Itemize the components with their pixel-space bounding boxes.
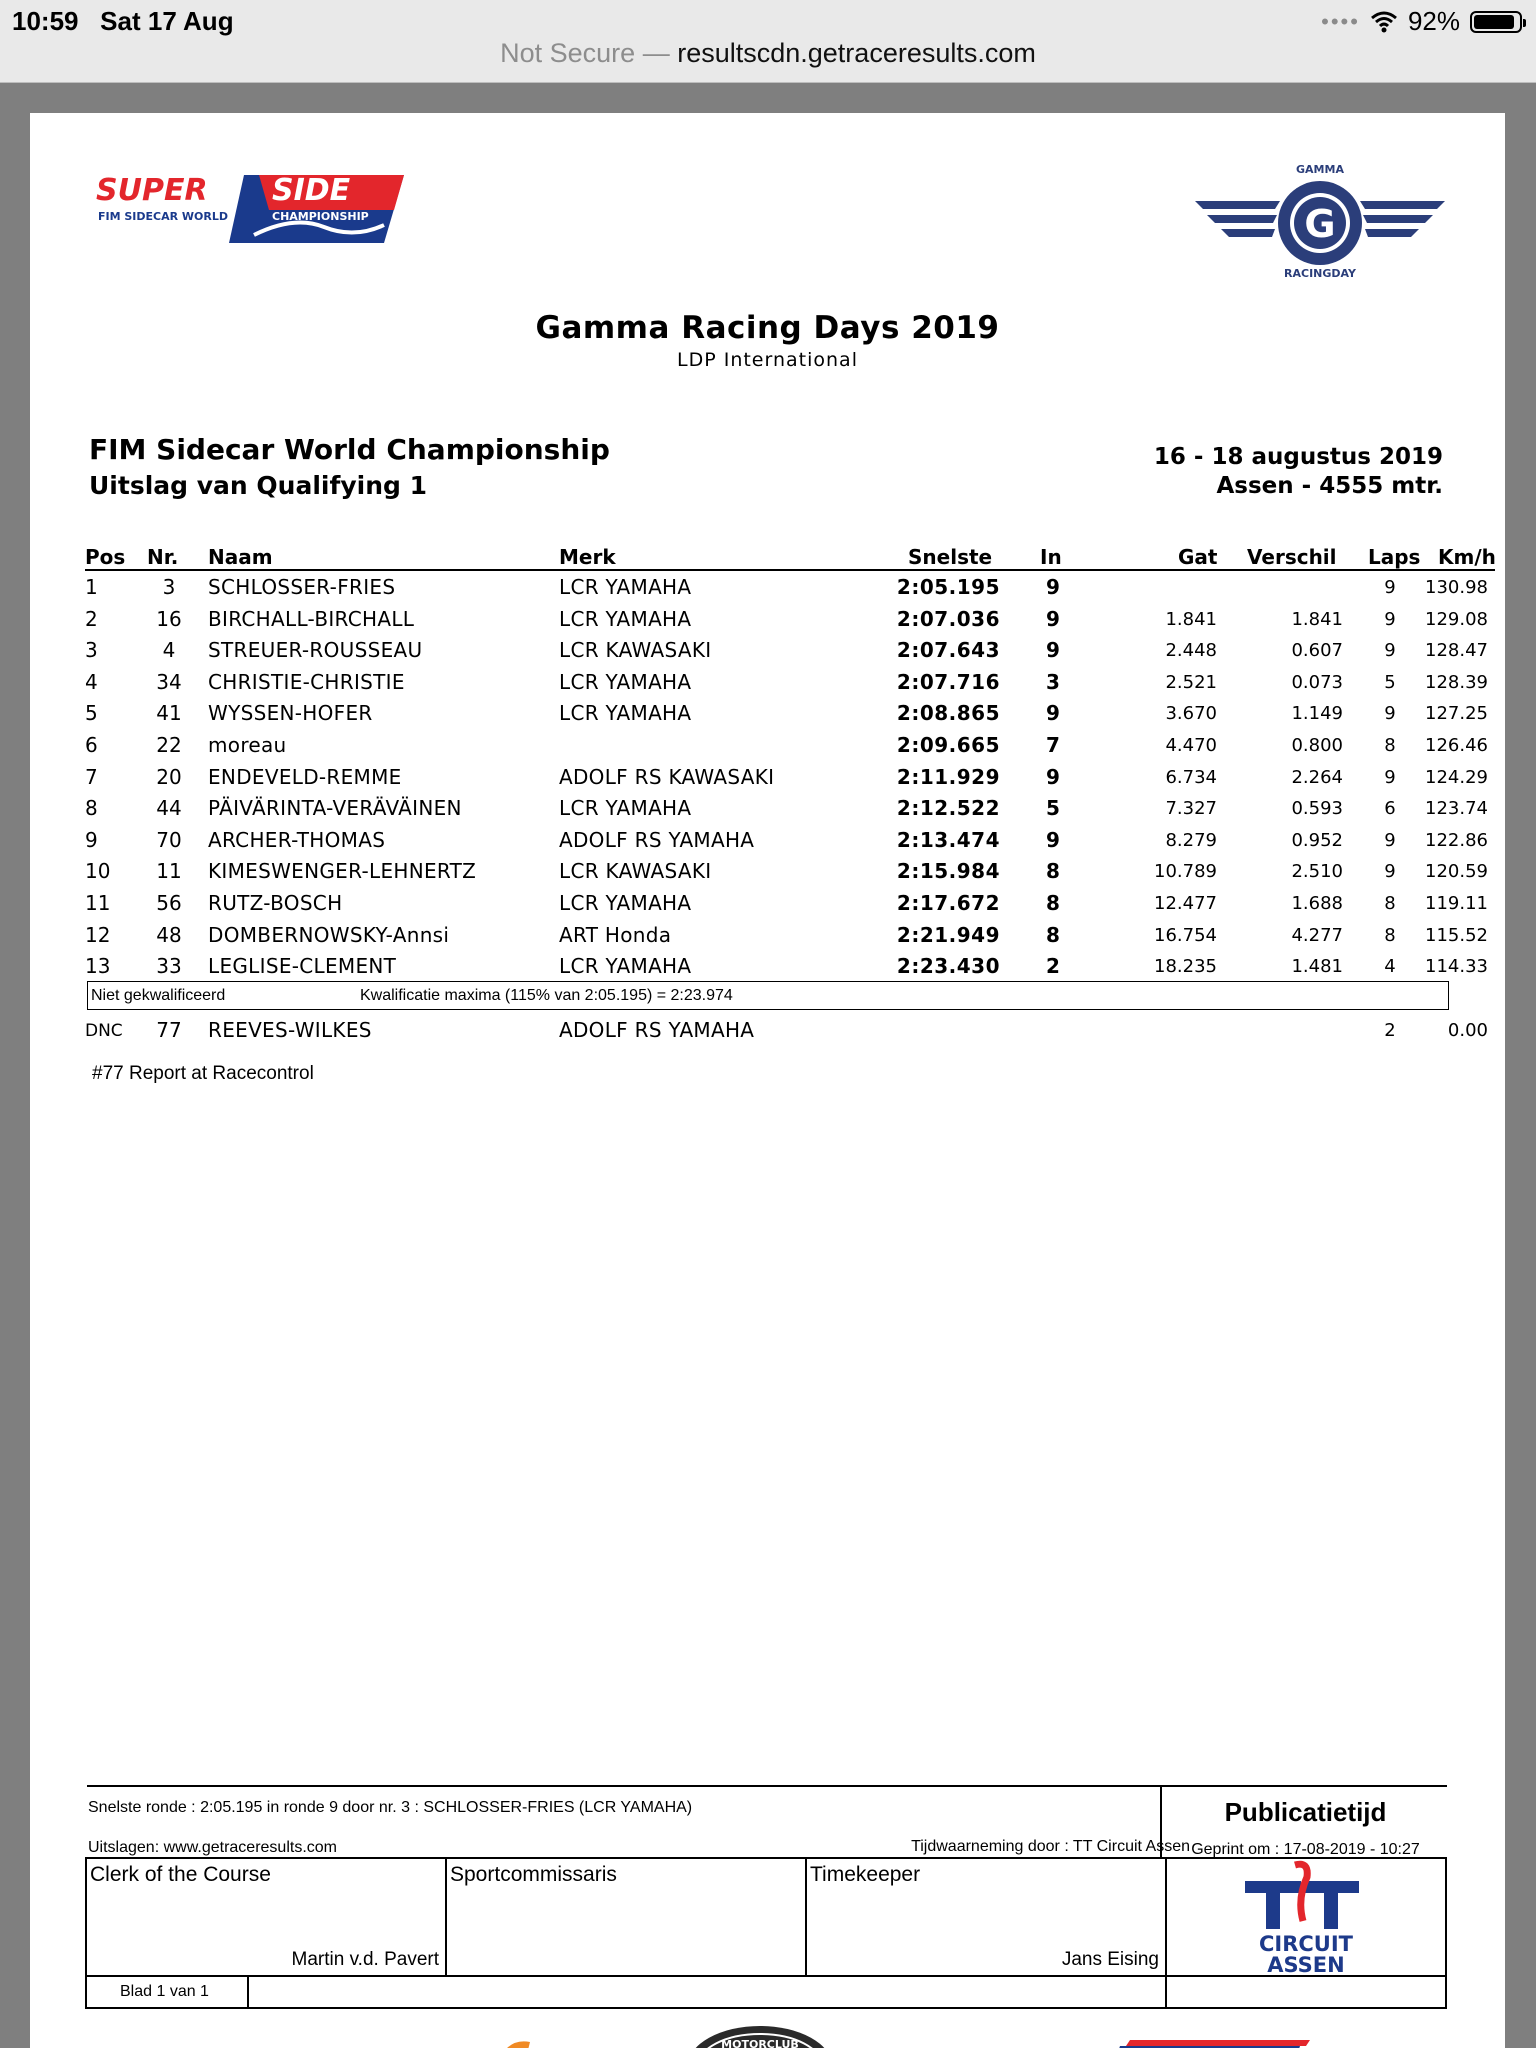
cell-name: LEGLISE-CLEMENT — [208, 954, 397, 979]
cell-nr: 20 — [156, 764, 182, 789]
dnc-name: REEVES-WILKES — [208, 1018, 372, 1042]
cell-difference: 1.481 — [1291, 956, 1343, 978]
document-footer — [85, 1783, 1480, 2033]
cell-laps: 9 — [1384, 703, 1396, 725]
not-secure-label: Not Secure — — [500, 38, 670, 68]
cell-speed-kmh: 128.47 — [1425, 640, 1488, 662]
cell-best-lap: 2:13.474 — [896, 827, 1000, 852]
status-clock: 10:59 — [12, 6, 79, 36]
cell-speed-kmh: 129.08 — [1425, 608, 1488, 630]
superside-logo-sub-right: CHAMPIONSHIP — [272, 210, 369, 223]
publication-box — [1160, 1785, 1449, 1857]
page-number: Blad 1 van 1 — [120, 1983, 209, 2000]
gamma-logo-letter: G — [1304, 202, 1336, 246]
results-url: Uitslagen: www.getraceresults.com — [88, 1839, 337, 1856]
dnc-nr: 77 — [156, 1018, 182, 1042]
cell-best-lap: 2:15.984 — [896, 859, 1000, 884]
cell-difference: 0.593 — [1291, 798, 1343, 820]
table-row — [85, 923, 1495, 954]
table-row — [85, 828, 1495, 859]
cell-make: LCR KAWASAKI — [559, 859, 712, 884]
battery-fill — [1474, 15, 1514, 29]
cell-pos: 9 — [85, 827, 98, 852]
cell-make: LCR YAMAHA — [559, 575, 692, 599]
table-row — [85, 859, 1495, 890]
table-row — [85, 701, 1495, 732]
cell-best-lap: 2:08.865 — [896, 701, 1000, 726]
cell-best-lap: 2:12.522 — [896, 796, 1000, 821]
cell-make: ADOLF RS KAWASAKI — [559, 764, 775, 789]
cell-nr: 33 — [156, 954, 182, 979]
cell-best-lap: 2:05.195 — [896, 575, 1000, 599]
championship-title: FIM Sidecar World Championship — [89, 433, 610, 466]
page-cell — [87, 1977, 249, 2007]
event-date: 16 - 18 augustus 2019 — [1153, 444, 1443, 470]
gamma-racingday-logo — [1195, 161, 1445, 291]
session-title: Uitslag van Qualifying 1 — [89, 471, 428, 500]
cell-pos: 5 — [85, 701, 98, 726]
cell-gap: 12.477 — [1154, 893, 1217, 914]
timing-by: Tijdwaarneming door : TT Circuit Assen — [911, 1838, 1190, 1855]
cell-pos: 3 — [85, 638, 98, 663]
cell-pos: 13 — [85, 954, 111, 979]
cell-speed-kmh: 127.25 — [1425, 703, 1488, 725]
cell-best-lap-in: 5 — [1046, 796, 1060, 821]
cell-name: BIRCHALL-BIRCHALL — [208, 606, 415, 631]
col-header-nr: Nr. — [147, 545, 179, 569]
battery-tip — [1523, 19, 1526, 27]
cell-speed-kmh: 130.98 — [1425, 577, 1488, 598]
sign-steward — [447, 1859, 807, 1975]
cell-speed-kmh: 126.46 — [1425, 735, 1488, 756]
steward-label: Sportcommissaris — [450, 1863, 617, 1886]
cell-make: LCR YAMAHA — [559, 669, 692, 694]
tt-circuit-assen-logo — [1167, 1859, 1445, 1975]
event-title: Gamma Racing Days 2019 — [535, 310, 1000, 346]
cell-difference: 1.841 — [1291, 608, 1343, 630]
cell-name: ARCHER-THOMAS — [208, 827, 386, 852]
col-header-gap: Gat — [1178, 545, 1218, 569]
col-header-in: In — [1040, 545, 1062, 569]
cell-speed-kmh: 115.52 — [1425, 924, 1488, 946]
cell-nr: 11 — [156, 859, 182, 884]
signal-dots-icon: •••• — [1321, 8, 1360, 34]
cell-nr: 48 — [156, 922, 182, 947]
timekeeper-label: Timekeeper — [810, 1863, 921, 1886]
cell-gap: 7.327 — [1165, 798, 1217, 820]
page-row — [85, 1977, 1447, 2009]
cell-best-lap-in: 2 — [1046, 954, 1060, 979]
cell-best-lap: 2:17.672 — [896, 891, 1000, 915]
table-row-dnc — [85, 1018, 1495, 1049]
cell-make: LCR YAMAHA — [559, 796, 692, 821]
status-indicators — [1321, 6, 1522, 37]
cell-pos: 11 — [85, 891, 111, 915]
cell-laps: 9 — [1384, 640, 1396, 662]
cell-name: PÄIVÄRINTA-VERÄVÄINEN — [208, 796, 462, 821]
cell-gap: 3.670 — [1165, 703, 1217, 725]
dnc-pos: DNC — [85, 1021, 123, 1041]
cell-name: STREUER-ROUSSEAU — [208, 638, 423, 663]
cell-speed-kmh: 119.11 — [1425, 893, 1488, 914]
cell-difference: 0.952 — [1291, 829, 1343, 851]
cell-name: CHRISTIE-CHRISTIE — [208, 669, 405, 694]
cell-name: RUTZ-BOSCH — [208, 891, 343, 915]
cell-difference: 1.688 — [1291, 893, 1343, 914]
gamma-logo-text: GAMMA — [1296, 163, 1344, 176]
cell-speed-kmh: 120.59 — [1425, 861, 1488, 883]
not-qualified-label: Niet gekwalificeerd — [91, 987, 226, 1004]
table-row — [85, 796, 1495, 827]
col-header-make: Merk — [559, 545, 616, 569]
battery-icon — [1470, 11, 1522, 33]
battery-percent: 92% — [1407, 6, 1460, 36]
cell-gap: 2.448 — [1165, 640, 1217, 662]
dnc-make: ADOLF RS YAMAHA — [559, 1018, 755, 1042]
cell-laps: 8 — [1384, 893, 1396, 914]
printed-at: Geprint om : 17-08-2019 - 10:27 — [1191, 1841, 1420, 1858]
dnc-laps: 2 — [1384, 1020, 1396, 1041]
event-subtitle: LDP International — [677, 349, 858, 371]
cell-best-lap-in: 7 — [1046, 733, 1060, 757]
clerk-label: Clerk of the Course — [90, 1863, 271, 1886]
dnc-kmh: 0.00 — [1447, 1020, 1488, 1041]
cell-laps: 9 — [1384, 829, 1396, 851]
address-bar[interactable] — [0, 38, 1536, 69]
browser-top-bar — [0, 0, 1536, 83]
cell-nr: 34 — [156, 669, 182, 694]
cell-make: ART Honda — [559, 922, 672, 947]
table-row — [85, 733, 1495, 764]
circuit-text: CIRCUIT — [1259, 1932, 1353, 1956]
signature-grid — [85, 1857, 1447, 1977]
sign-clerk-of-course — [87, 1859, 447, 1975]
cell-name: DOMBERNOWSKY-Annsi — [208, 922, 450, 947]
cell-difference: 2.264 — [1291, 766, 1343, 788]
col-header-best: Snelste — [908, 545, 993, 569]
cell-best-lap-in: 8 — [1046, 859, 1060, 884]
cell-nr: 41 — [156, 701, 182, 726]
table-row — [85, 670, 1495, 701]
status-time — [12, 6, 234, 37]
timekeeper-name: Jans Eising — [1061, 1949, 1159, 1970]
cell-difference: 2.510 — [1291, 861, 1343, 883]
sponsor-logo-orange — [500, 2041, 530, 2048]
cell-pos: 12 — [85, 922, 111, 947]
cell-best-lap-in: 9 — [1046, 827, 1060, 852]
cell-best-lap-in: 9 — [1046, 575, 1060, 599]
cell-best-lap: 2:23.430 — [896, 954, 1000, 979]
wifi-icon — [1370, 11, 1398, 33]
cell-make: LCR YAMAHA — [559, 606, 692, 631]
cell-gap: 18.235 — [1154, 956, 1217, 978]
cell-nr: 22 — [156, 733, 182, 757]
cell-speed-kmh: 128.39 — [1425, 671, 1488, 693]
superside-logo-side: SIDE — [272, 173, 351, 208]
col-header-diff: Verschil — [1247, 545, 1337, 569]
cell-best-lap-in: 9 — [1046, 638, 1060, 663]
table-row — [85, 765, 1495, 796]
not-qualified-bar — [87, 981, 1449, 1010]
report-note: #77 Report at Racecontrol — [92, 1063, 314, 1084]
table-row — [85, 638, 1495, 669]
col-header-name: Naam — [208, 545, 273, 569]
superside-logo-sub: FIM SIDECAR WORLD — [98, 210, 229, 223]
cell-pos: 6 — [85, 733, 98, 757]
cell-best-lap-in: 9 — [1046, 606, 1060, 631]
cell-best-lap-in: 8 — [1046, 891, 1060, 915]
table-row — [85, 575, 1495, 606]
cell-nr: 70 — [156, 827, 182, 852]
superside-logo-super: SUPER — [96, 173, 208, 208]
tt-logo-icon — [1167, 1859, 1445, 1975]
cell-pos: 10 — [85, 859, 111, 884]
cell-best-lap-in: 9 — [1046, 764, 1060, 789]
cell-name: SCHLOSSER-FRIES — [208, 575, 396, 599]
gamma-logo-racingday: RACINGDAY — [1284, 267, 1356, 280]
cell-gap: 16.754 — [1154, 924, 1217, 946]
cell-name: ENDEVELD-REMME — [208, 764, 402, 789]
cell-laps: 9 — [1384, 766, 1396, 788]
cell-difference: 0.800 — [1291, 735, 1343, 756]
sponsor-logos — [460, 2018, 1320, 2048]
url-host: resultscdn.getraceresults.com — [677, 38, 1036, 68]
cell-pos: 1 — [85, 575, 98, 599]
cell-nr: 44 — [156, 796, 182, 821]
header-divider — [85, 569, 1495, 571]
cell-gap: 2.521 — [1165, 671, 1217, 693]
fastest-lap-info: Snelste ronde : 2:05.195 in ronde 9 door nr. 3 : SCHLOSSER-FRIES (LCR YAMAHA) — [88, 1799, 693, 1816]
cell-pos: 7 — [85, 764, 98, 789]
cell-make: LCR YAMAHA — [559, 954, 692, 979]
publication-title: Publicatietijd — [1224, 1797, 1387, 1827]
cell-gap: 10.789 — [1154, 861, 1217, 883]
cell-nr: 16 — [156, 606, 182, 631]
qualification-max: Kwalificatie maxima (115% van 2:05.195) = 2:23.974 — [360, 987, 733, 1004]
col-header-laps: Laps — [1368, 545, 1421, 569]
cell-best-lap: 2:07.643 — [896, 638, 1000, 663]
cell-name: KIMESWENGER-LEHNERTZ — [208, 859, 477, 884]
cell-best-lap: 2:07.036 — [896, 606, 1000, 631]
cell-laps: 9 — [1384, 608, 1396, 630]
cell-laps: 4 — [1384, 956, 1396, 978]
cell-speed-kmh: 122.86 — [1425, 829, 1488, 851]
col-header-pos: Pos — [85, 545, 126, 569]
cell-name: WYSSEN-HOFER — [208, 701, 373, 726]
cell-best-lap: 2:09.665 — [896, 733, 1000, 757]
cell-pos: 8 — [85, 796, 98, 821]
cell-make: LCR YAMAHA — [559, 701, 692, 726]
cell-speed-kmh: 124.29 — [1425, 766, 1488, 788]
superside-logo — [94, 165, 404, 255]
cell-difference: 4.277 — [1291, 924, 1343, 946]
table-row — [85, 607, 1495, 638]
cell-pos: 2 — [85, 606, 98, 631]
table-row — [85, 891, 1495, 922]
cell-laps: 8 — [1384, 924, 1396, 946]
cell-nr: 56 — [156, 891, 182, 915]
cell-best-lap-in: 3 — [1046, 669, 1060, 694]
cell-make: LCR YAMAHA — [559, 891, 692, 915]
motorclub-text: MOTORCLUB — [721, 2038, 799, 2048]
cell-make: LCR KAWASAKI — [559, 638, 712, 663]
cell-best-lap-in: 9 — [1046, 701, 1060, 726]
status-date: Sat 17 Aug — [100, 6, 234, 36]
cell-laps: 8 — [1384, 735, 1396, 756]
clerk-name: Martin v.d. Pavert — [291, 1949, 439, 1970]
col-header-kmh: Km/h — [1438, 545, 1496, 569]
cell-nr: 4 — [162, 638, 176, 663]
cell-laps: 5 — [1384, 671, 1396, 693]
event-venue: Assen - 4555 mtr. — [1216, 473, 1443, 499]
cell-difference: 1.149 — [1291, 703, 1343, 725]
cell-best-lap-in: 8 — [1046, 922, 1060, 947]
assen-text: ASSEN — [1267, 1953, 1345, 1975]
page-row-divider — [1165, 1977, 1167, 2007]
cell-best-lap: 2:11.929 — [896, 764, 1000, 789]
cell-difference: 0.607 — [1291, 640, 1343, 662]
cell-difference: 0.073 — [1291, 671, 1343, 693]
cell-nr: 3 — [162, 575, 176, 599]
results-document — [30, 113, 1505, 2048]
cell-best-lap: 2:07.716 — [896, 669, 1000, 694]
cell-laps: 6 — [1384, 798, 1396, 820]
sign-timekeeper — [807, 1859, 1167, 1975]
cell-laps: 9 — [1384, 577, 1396, 598]
cell-gap: 6.734 — [1165, 766, 1217, 788]
cell-gap: 8.279 — [1165, 829, 1217, 851]
cell-speed-kmh: 114.33 — [1425, 956, 1488, 978]
cell-name: moreau — [208, 733, 287, 757]
cell-gap: 4.470 — [1165, 735, 1217, 756]
cell-pos: 4 — [85, 669, 98, 694]
cell-best-lap: 2:21.949 — [896, 922, 1000, 947]
cell-make: ADOLF RS YAMAHA — [559, 827, 755, 852]
cell-speed-kmh: 123.74 — [1425, 798, 1488, 820]
cell-gap: 1.841 — [1165, 608, 1217, 630]
cell-laps: 9 — [1384, 861, 1396, 883]
